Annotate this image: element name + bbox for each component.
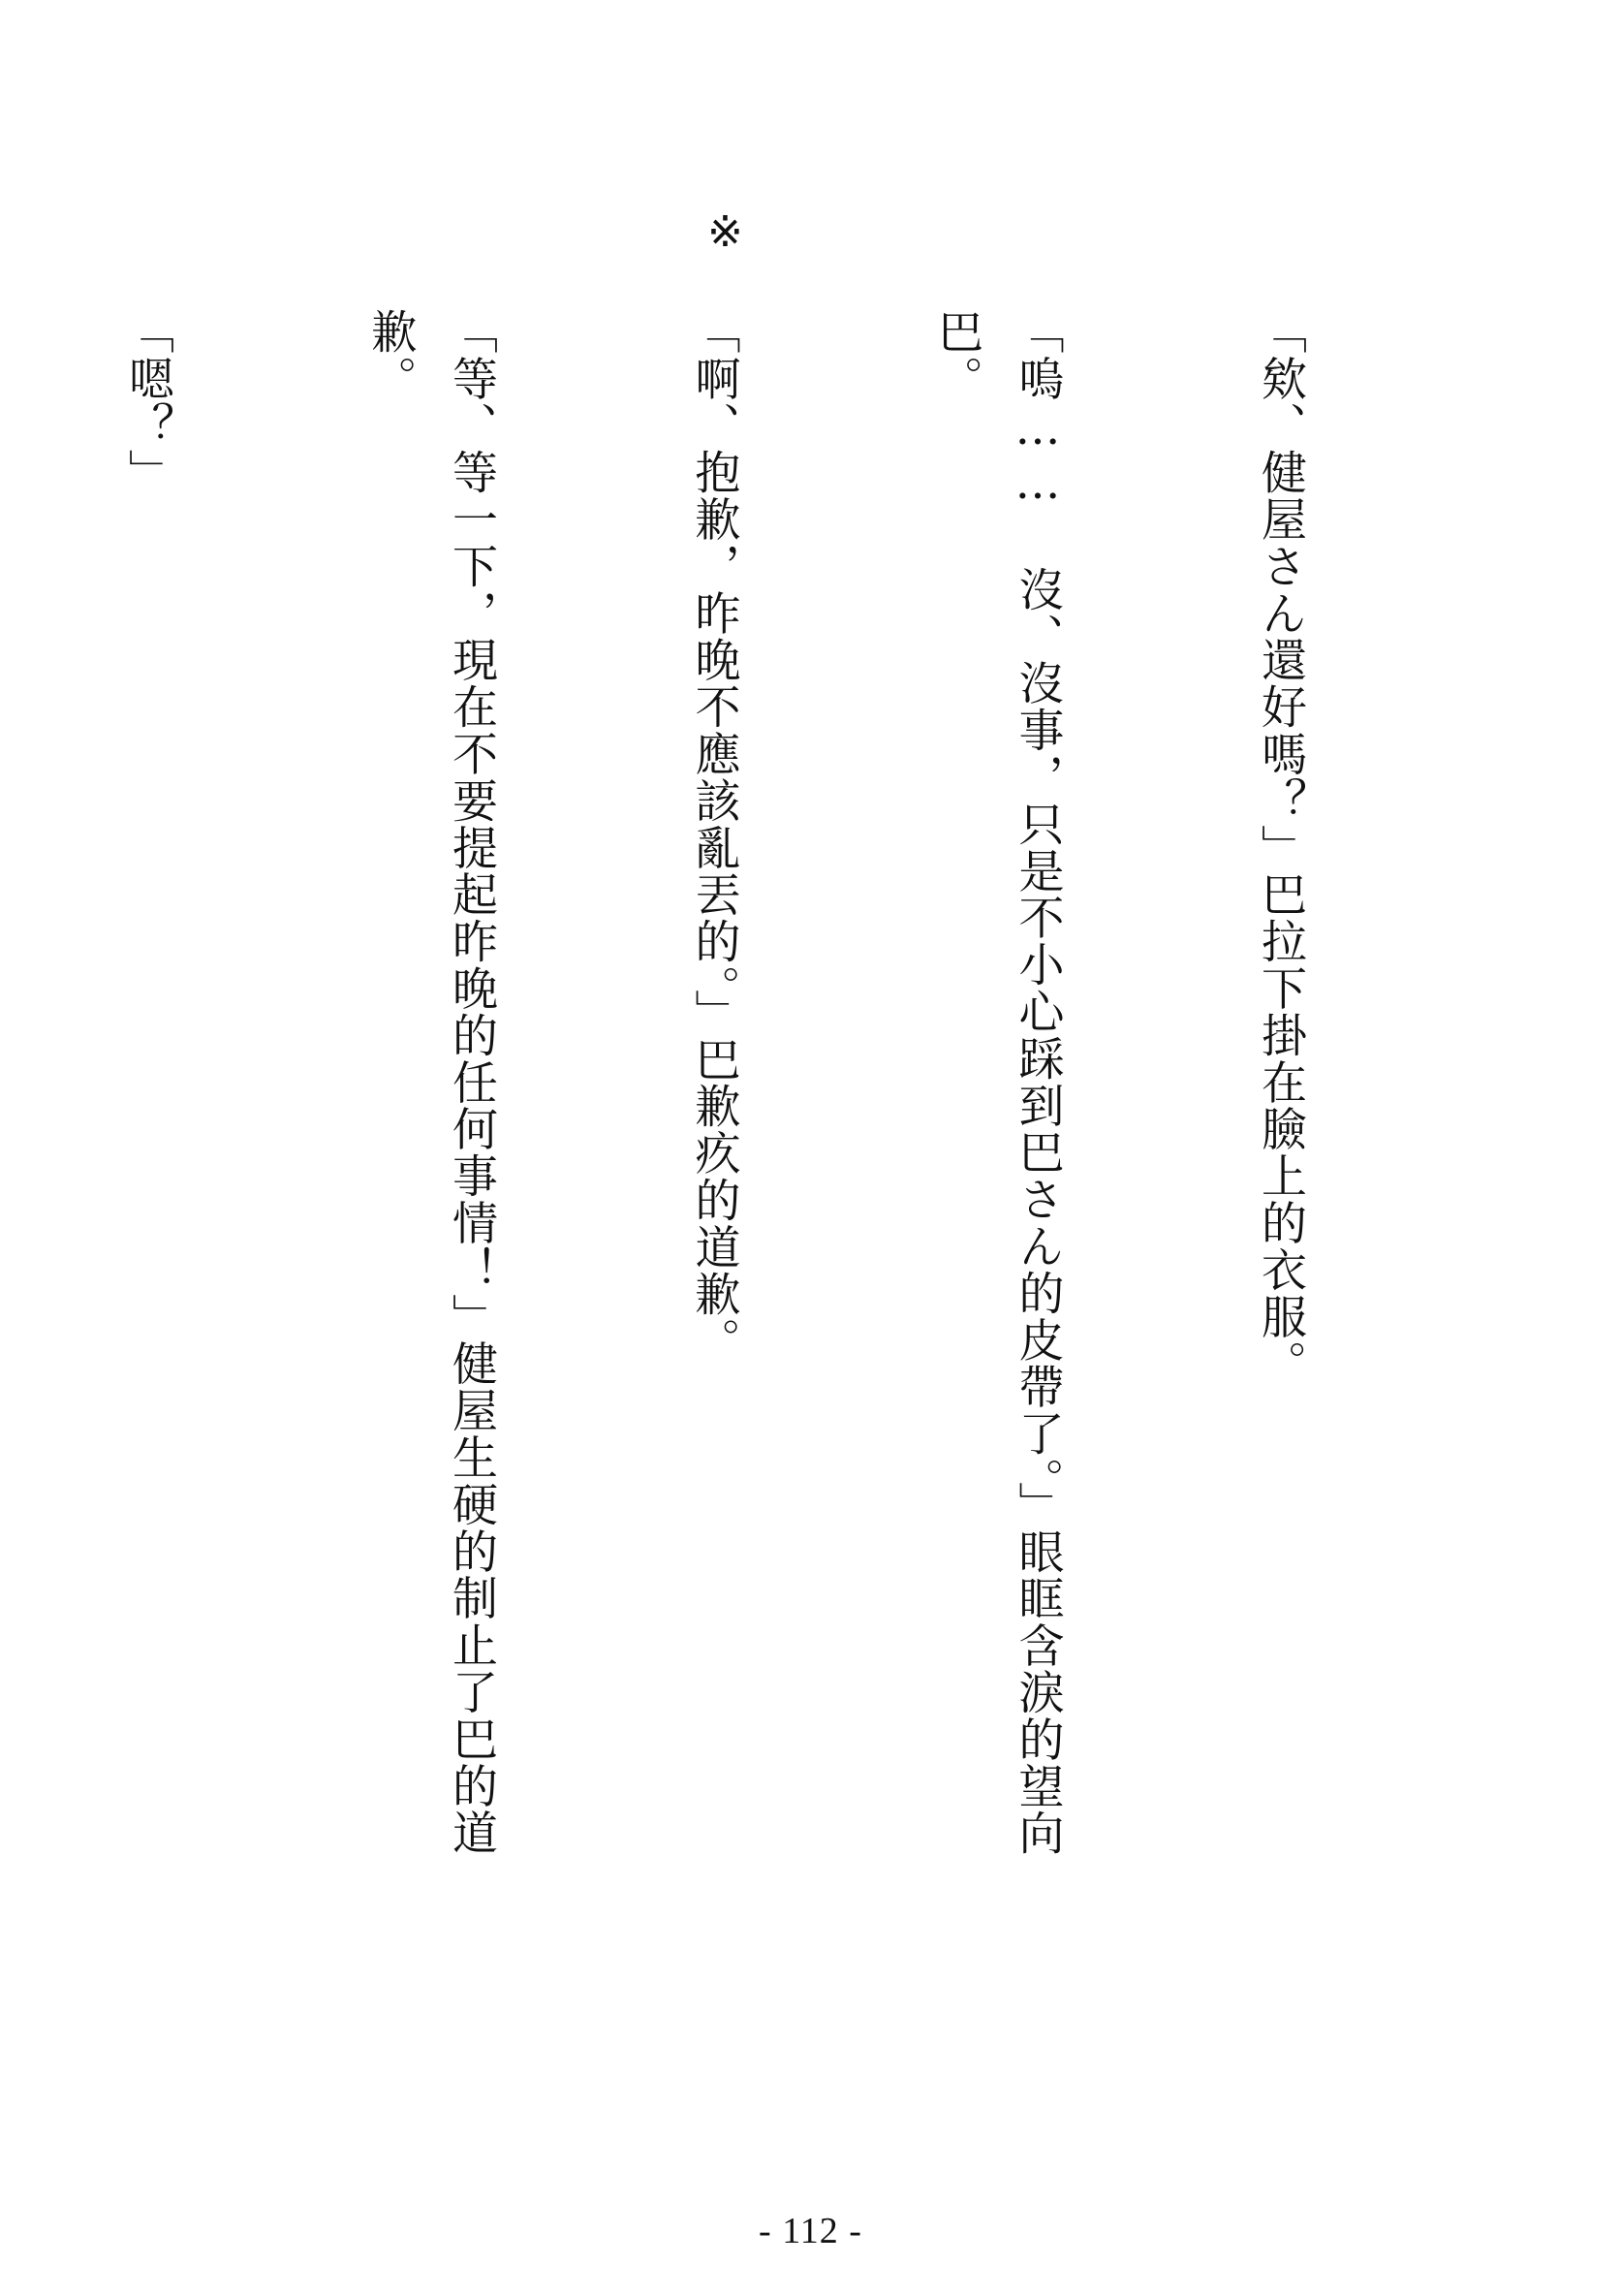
page-number: - 112 - (759, 2211, 862, 2251)
paragraph: 「等、等一下，現在不要提起昨晚的任何事情！」健屋生硬的制止了巴的道歉。 (363, 308, 498, 1857)
body-text (0, 308, 1482, 1936)
paragraph: 「啊、抱歉，昨晚不應該亂丟的。」巴歉疚的道歉。 (687, 308, 741, 1365)
paragraph: 「欸、健屋さん還好嗎？」巴拉下掛在臉上的衣服。 (1254, 308, 1307, 1388)
paragraph: 「嗯？」 (121, 308, 174, 496)
scene-break-mark: ※ (707, 207, 743, 257)
paragraph: 「嗚…… 沒、沒事，只是不小心踩到巴さん的皮帶了。」眼眶含淚的望向巴。 (930, 308, 1065, 1857)
